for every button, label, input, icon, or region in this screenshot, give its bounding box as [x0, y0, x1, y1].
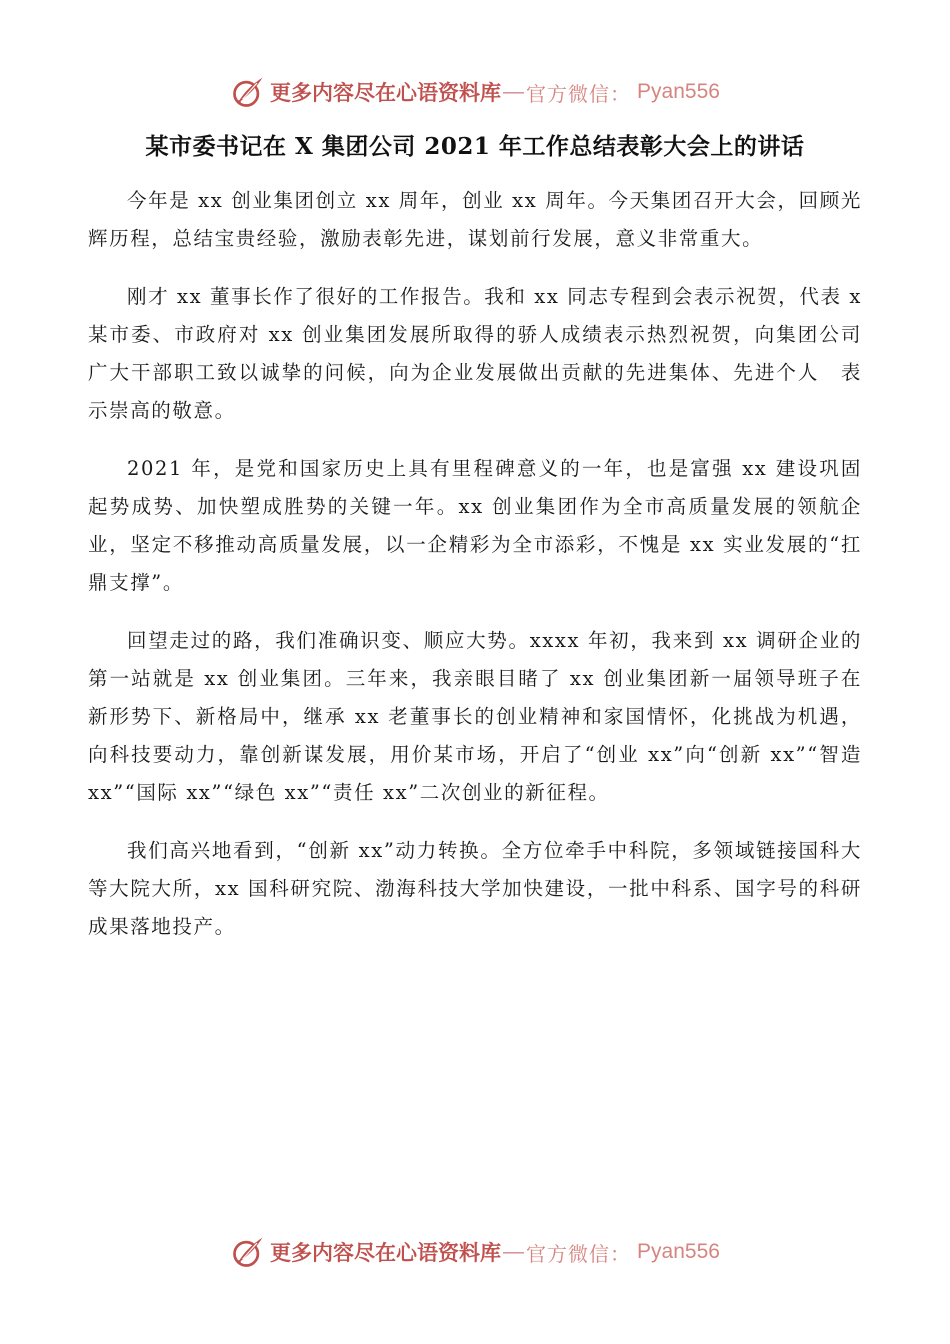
footer-dash: —	[503, 1240, 525, 1263]
header-wechat-id: Pyan556	[637, 80, 720, 103]
footer-watermark-banner	[0, 1232, 950, 1272]
header-watermark-banner	[0, 72, 950, 112]
paragraph: 回望走过的路，我们准确识变、顺应大势。xxxx 年初，我来到 xx 调研企业的第一站就是 xx 创业集团。三年来，我亲眼目睹了 xx 创业集团新一届领导班子在新形势下、新格局中，继承 xx 老董事长的创业精神和家国情怀，化挑战为机遇，向科技要动力，靠创新谋发展，用价某市场，开启了“创业 xx”向“创新 xx”“智造 xx”“国际 xx”“绿色 xx”“责任 xx”二次创业的新征程。	[88, 629, 862, 804]
header-dash: —	[503, 80, 525, 103]
document-title: 某市委书记在 X 集团公司 2021 年工作总结表彰大会上的讲话	[145, 133, 805, 160]
footer-wechat-id: Pyan556	[637, 1240, 720, 1263]
paragraph: 刚才 xx 董事长作了很好的工作报告。我和 xx 同志专程到会表示祝贺，代表 x 某市委、市政府对 xx 创业集团发展所取得的骄人成绩表示热烈祝贺，向集团公司广大干部职工致以诚挚的问候，向为企业发展做出贡献的先进集体、先进个人 表示崇高的敬意。	[88, 285, 862, 422]
header-brand-text: 更多内容尽在心语资料库	[270, 80, 502, 105]
document-body	[88, 182, 862, 966]
footer-brand-text: 更多内容尽在心语资料库	[270, 1240, 502, 1265]
quill-logo-icon	[230, 1234, 266, 1270]
paragraph: 今年是 xx 创业集团创立 xx 周年，创业 xx 周年。今天集团召开大会，回顾光辉历程，总结宝贵经验，激励表彰先进，谋划前行发展，意义非常重大。	[88, 189, 862, 250]
header-wechat-label: 官方微信：	[526, 81, 632, 106]
paragraph: 2021 年，是党和国家历史上具有里程碑意义的一年，也是富强 xx 建设巩固起势成势、加快塑成胜势的关键一年。xx 创业集团作为全市高质量发展的领航企业，坚定不移推动高质量发展，以一企精彩为全市添彩，不愧是 xx 实业发展的“扛鼎支撑”。	[88, 457, 862, 594]
quill-logo-icon	[230, 74, 266, 110]
paragraph: 我们高兴地看到，“创新 xx”动力转换。全方位牵手中科院，多领域链接国科大等大院大所，xx 国科研究院、渤海科技大学加快建设，一批中科系、国字号的科研成果落地投产。	[88, 839, 862, 938]
footer-wechat-label: 官方微信：	[526, 1241, 632, 1266]
